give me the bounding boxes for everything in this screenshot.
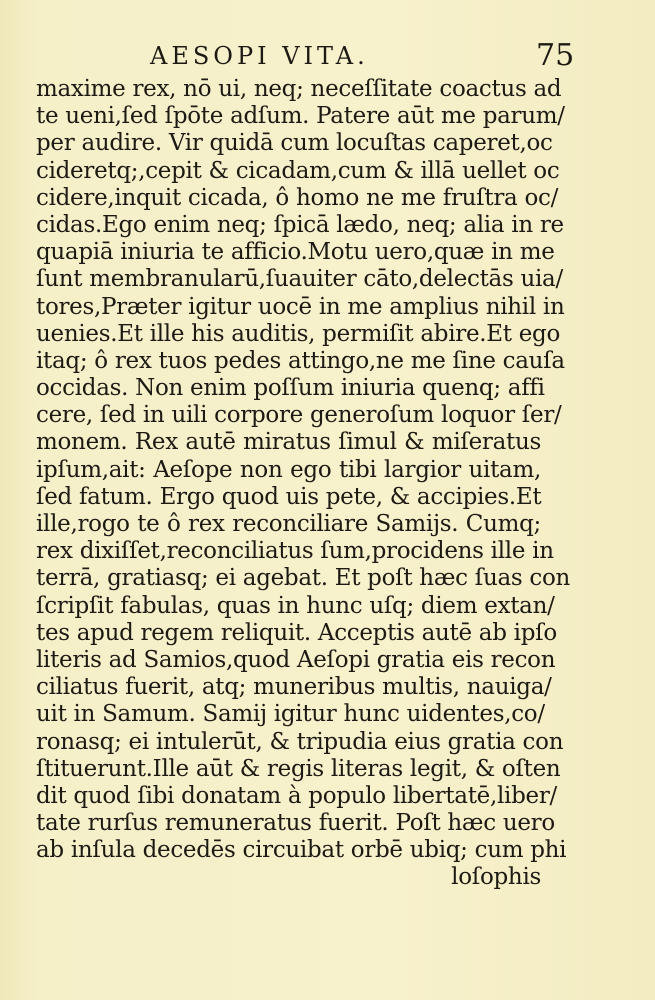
- page-number: 75: [536, 38, 575, 73]
- text-line: ciliatus fuerit, atq; muneribus multis, nauiga/: [36, 674, 552, 701]
- text-line: terrā, gratiasq; ei agebat. Et poſt hæc ſuas con: [36, 565, 571, 592]
- text-line: ſcripſit fabulas, quas in hunc uſq; diem extan/: [36, 592, 555, 619]
- text-line: ille,rogo te ô rex reconciliare Samijs. Cumq;: [36, 511, 541, 537]
- text-line: tes apud regem reliquit. Acceptis autē ab ipſo: [36, 619, 557, 646]
- text-line: itaq; ô rex tuos pedes attingo,ne me ſine cauſa: [36, 347, 565, 374]
- text-line: maxime rex, nō ui, neq; neceſſitate coactus ad: [36, 76, 562, 102]
- text-line: ſunt membranularū,ſuauiter cāto,delectās uia/: [36, 266, 563, 293]
- text-line: uenies.Et ille his auditis, permiſit abire.Et ego: [36, 320, 561, 347]
- text-line: ſtituerunt.Ille aūt & regis literas legit, & oſten: [36, 755, 561, 782]
- text-line: ronasq; ei intulerūt, & tripudia eius gratia con: [36, 728, 564, 755]
- text-line: monem. Rex autē miratus ſimul & miſeratus: [36, 429, 541, 456]
- text-line: literis ad Samios,quod Aeſopi gratia eis recon: [36, 646, 556, 673]
- body-text: [36, 76, 571, 892]
- text-line: dit quod ſibi donatam à populo libertatē,liber/: [36, 782, 557, 809]
- text-line: ipſum,ait: Aeſope non ego tibi largior uitam,: [36, 456, 541, 483]
- text-line-last: loſophis: [451, 864, 541, 891]
- text-line: cidas.Ego enim neq; ſpicā lædo, neq; alia in re: [36, 211, 564, 238]
- text-line: per audire. Vir quidā cum locuſtas caperet,oc: [36, 130, 553, 157]
- text-line: rex dixiſſet,reconciliatus ſum,procidens ille in: [36, 538, 554, 565]
- text-line: uit in Samum. Samij igitur hunc uidentes,co/: [36, 701, 545, 728]
- running-title: AESOPI VITA.: [150, 42, 369, 70]
- text-line: cere, ſed in uili corpore generoſum loquor ſer/: [36, 402, 562, 429]
- text-line: ſed fatum. Ergo quod uis pete, & accipies.Et: [36, 483, 542, 510]
- text-line: tores,Præter igitur uocē in me amplius nihil in: [36, 293, 565, 320]
- text-line: occidas. Non enim poſſum iniuria quenq; affi: [36, 375, 545, 402]
- text-line: cideretq;,cepit & cicadam,cum & illā uellet oc: [36, 157, 560, 184]
- text-line: cidere,inquit cicada, ô homo ne me fruſtra oc/: [36, 184, 559, 211]
- text-line: quapiā iniuria te afficio.Motu uero,quæ in me: [36, 239, 555, 266]
- page-header: [0, 38, 655, 74]
- text-line: tate rurſus remuneratus fuerit. Poſt hæc uero: [36, 810, 555, 837]
- text-line: ab inſula decedēs circuibat orbē ubiq; cum phi: [36, 837, 567, 864]
- text-line: te ueni,ſed ſpōte adſum. Patere aūt me parum/: [36, 103, 565, 130]
